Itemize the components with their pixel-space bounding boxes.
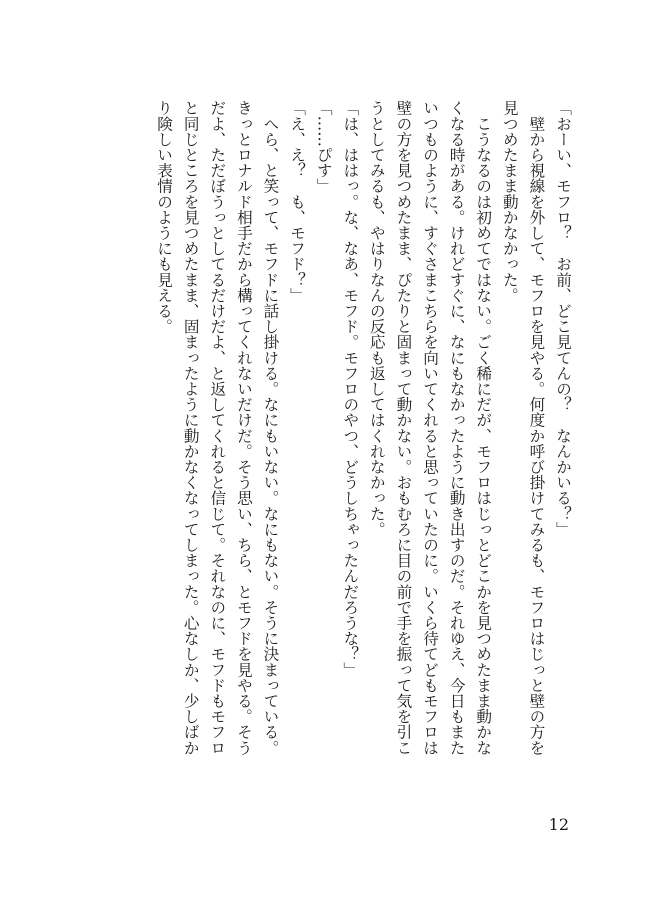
text-line: り険しい表情のようにも見える。 xyxy=(155,100,174,334)
text-line: だよ、ただぼうっとしてるだけだよ、と返してくれると信じて。それなのに、モフドもモフロ xyxy=(208,100,227,756)
text-line: きっとロナルド相手だから構ってくれないだけだ。そう思い、ちら、とモフドを見やる。そう xyxy=(234,100,253,756)
text-line: 壁の方を見つめたまま、ぴたりと固まって動かない。おもむろに目の前で手を振って気を引こ xyxy=(394,100,413,756)
text-line: へら、と笑って、モフドに話し掛ける。なにもいない。なにもない。そうに決まっている。 xyxy=(261,100,280,756)
page-number: 12 xyxy=(548,815,569,834)
text-line: と同じところを見つめたまま、固まったように動かなくなってしまった。心なしか、少しばか xyxy=(181,100,200,756)
text-line: うとしてみるも、やはりなんの反応も返してはくれなかった。 xyxy=(367,100,386,537)
text-line: 「は、ははっ。な、なあ、モフド。モフロのやつ、どうしちゃったんだろうな？」 xyxy=(341,100,360,678)
text-line: 「え、え？ も、モフド？」 xyxy=(288,100,307,303)
text-line: くなる時がある。けれどすぐに、なにもなかったように動き出すのだ。それゆえ、今日もまた xyxy=(447,100,466,756)
text-line: 見つめたまま動かなかった。 xyxy=(500,100,519,303)
text-line: 「おーい、モフロ？ お前、どこ見てんの？ なんかいる？」 xyxy=(554,100,572,537)
text-line: いつものように、すぐさまこちらを向いてくれると思っていたのに。いくら待てどもモフロは xyxy=(421,100,440,756)
text-line: 「……ぴす」 xyxy=(314,100,333,194)
body-text xyxy=(76,100,576,800)
text-line: 壁から視線を外して、モフロを見やる。何度か呼び掛けてみるも、モフロはじっと壁の方を xyxy=(527,100,546,756)
text-line: こうなるのは初めてではない。ごく稀にだが、モフロはじっとどこかを見つめたまま動かな xyxy=(474,100,493,756)
